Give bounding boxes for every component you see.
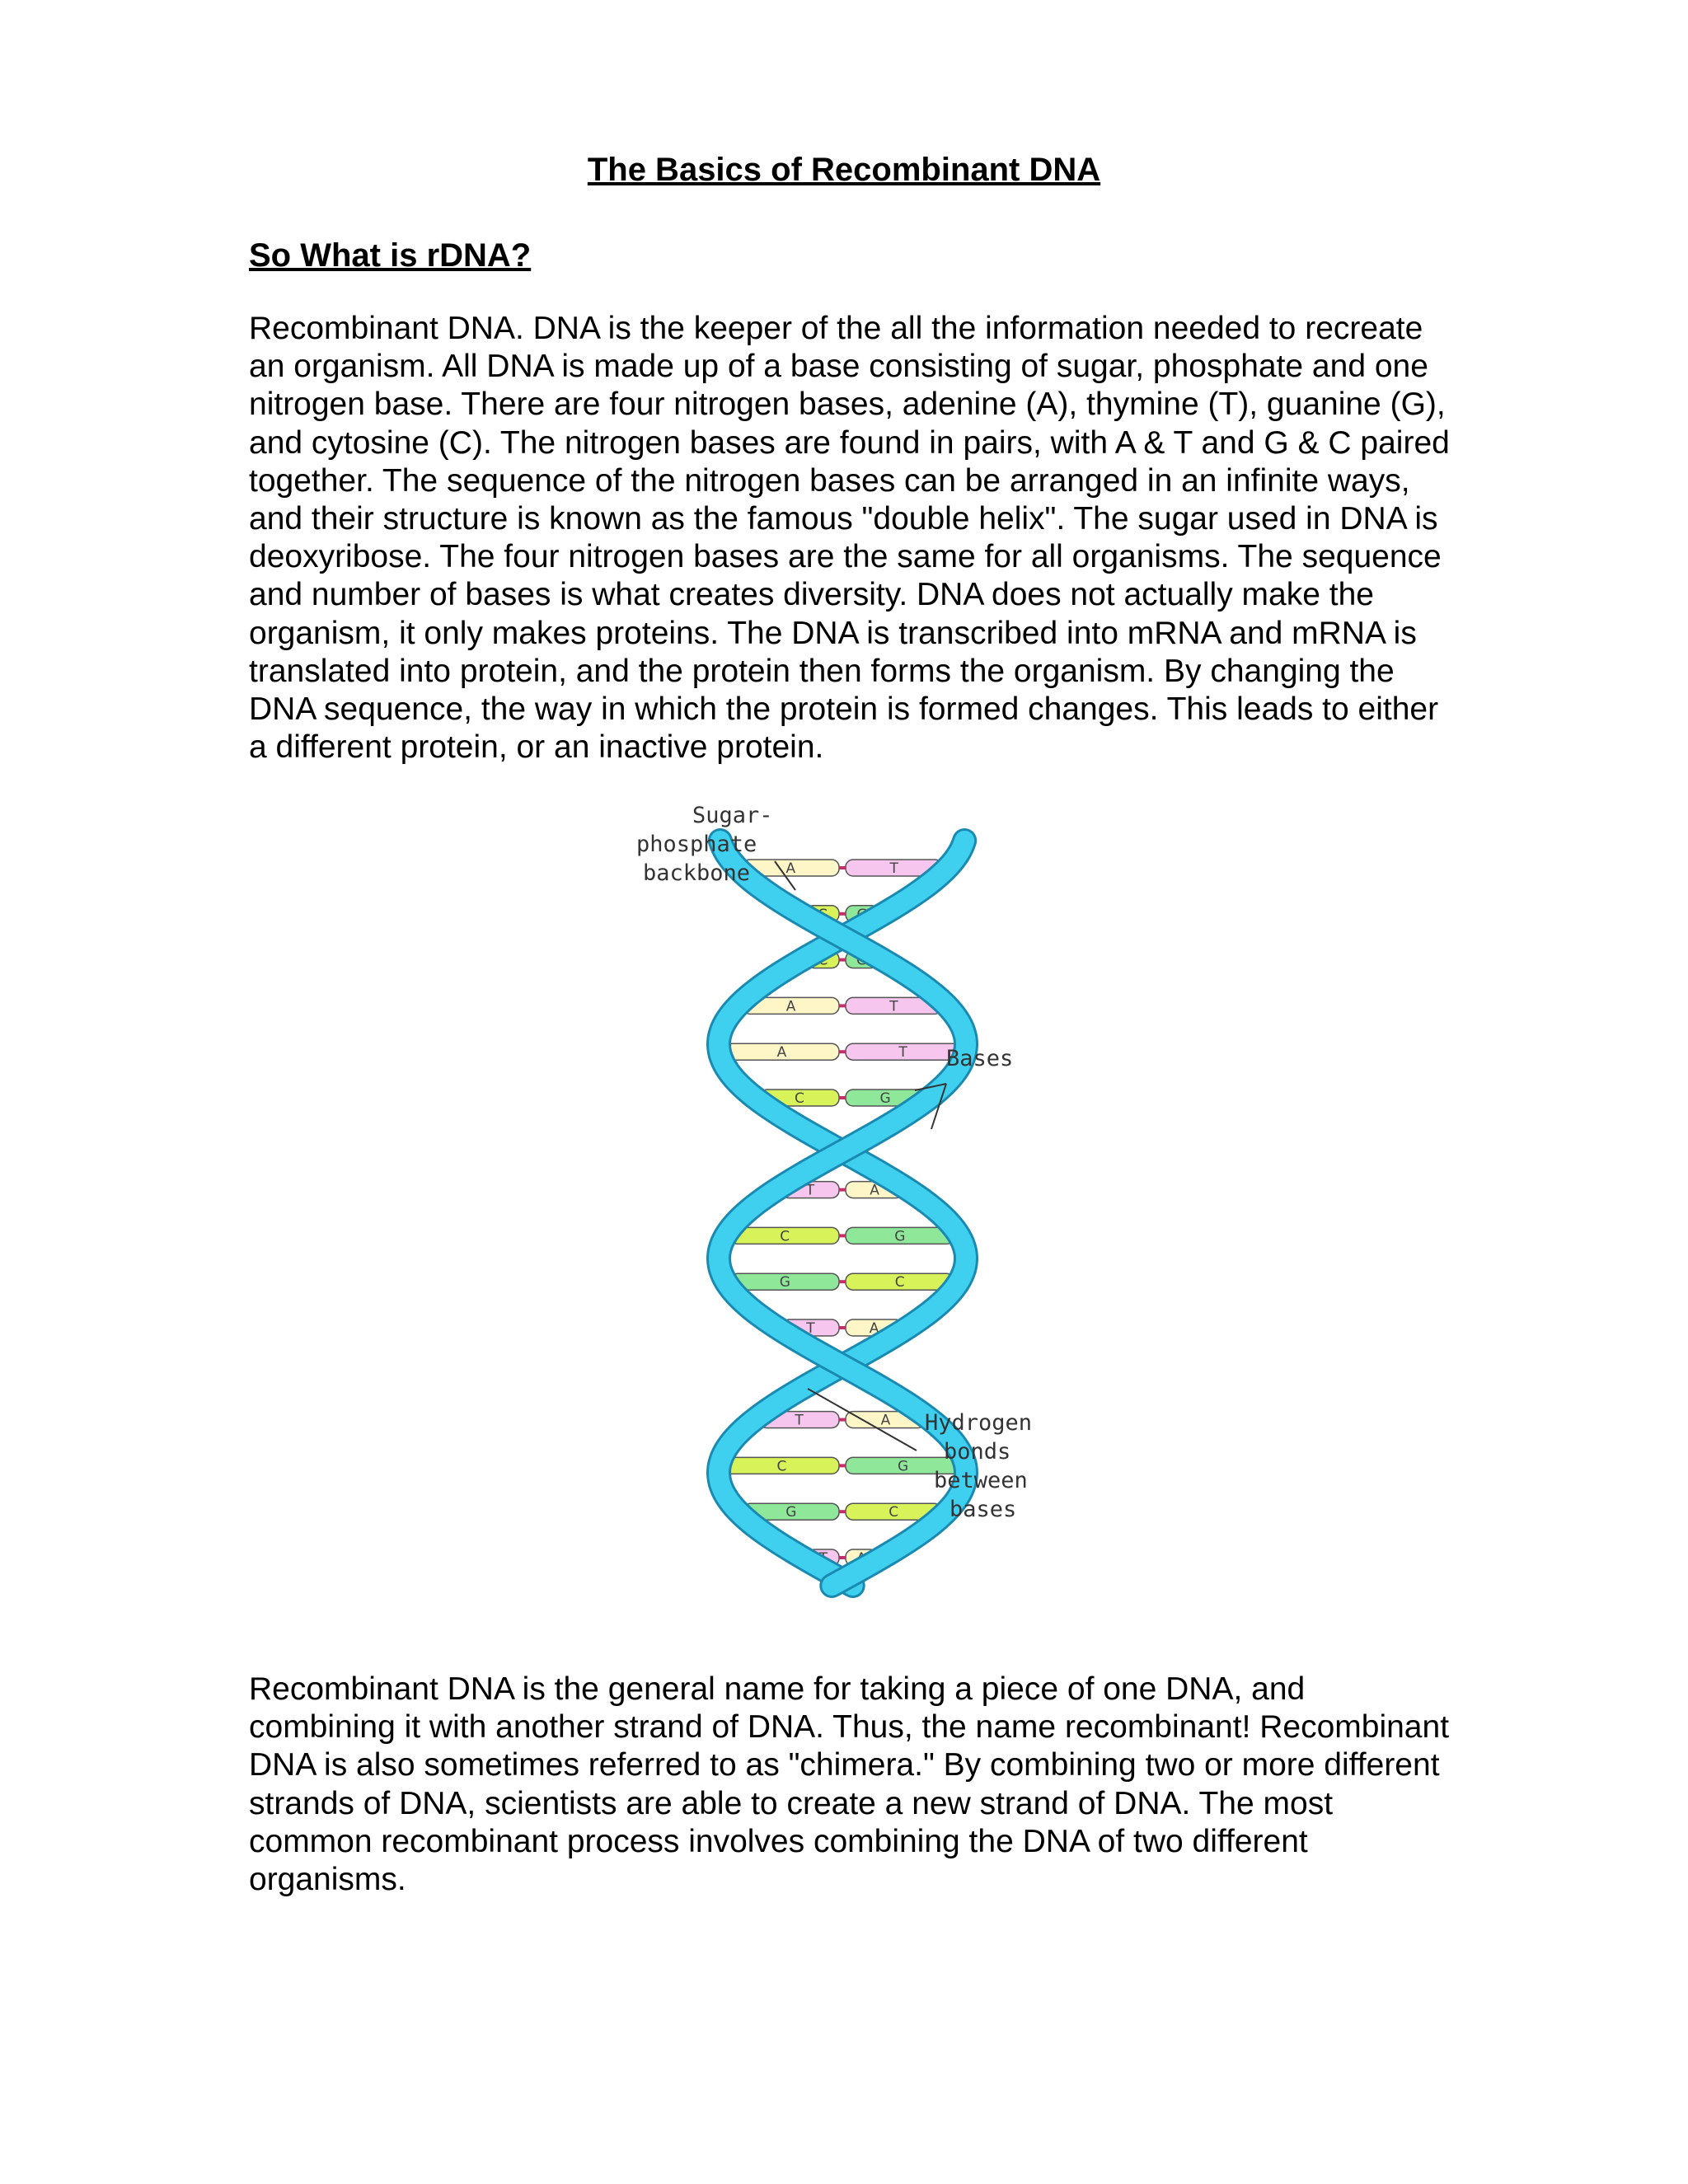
paragraph-recombinant-definition: Recombinant DNA is the general name for taking a piece of one DNA, and combining it with another strand of DNA. Thus, the name recombinant! Recombinant DNA is also sometimes referred to as "chimera." By combining two or more different strands of DNA, scientists are able to create a new strand of DNA. The most common recombinant process involves combining the DNA of two different organisms. [249, 1671, 1450, 1898]
base-letter: A [785, 998, 796, 1015]
base-letter: C [843, 1136, 854, 1153]
base-pair [759, 1412, 926, 1429]
base-letter: C [817, 906, 828, 923]
base-letter: C [795, 1090, 804, 1107]
label-backbone-1: Sugar- [692, 803, 773, 828]
base-letter: G [831, 1136, 842, 1153]
base-letter: T [889, 860, 898, 877]
base-letter: T [889, 998, 898, 1015]
base-letter: T [806, 1320, 815, 1337]
base-letter: A [785, 860, 796, 877]
base-pair [730, 1227, 954, 1244]
base-letter: G [779, 1274, 790, 1291]
base-letter: A [870, 1182, 879, 1199]
label-hbonds-3: between [934, 1468, 1028, 1493]
base-letter: T [795, 1412, 804, 1429]
section-heading: So What is rDNA? [249, 237, 532, 274]
base-pair [731, 1273, 954, 1291]
base-letter: T [805, 1182, 815, 1199]
dna-double-helix-figure [577, 795, 1104, 1611]
base-letter: G [898, 1458, 909, 1475]
base-letter: T [832, 1366, 841, 1383]
base-letter: T [898, 1044, 907, 1062]
base-letter: G [894, 1228, 906, 1245]
base-letter: C [776, 1458, 787, 1475]
dna-double-helix-diagram [577, 795, 1104, 1611]
base-letter: A [869, 1320, 879, 1337]
base-letter: A [844, 1366, 854, 1383]
label-hbonds-4: bases [950, 1497, 1017, 1522]
paragraph-dna-basics: Recombinant DNA. DNA is the keeper of the all the information needed to recreate an organism. All DNA is made up of a base consisting of sugar, phosphate and one nitrogen base. There are four nitrogen bases, adenine (A), thymine (T), guanine (G), and cytosine (C). The nitrogen bases are found in pairs, with A & T and G & C paired together. The sequence of the nitrogen bases can be arranged in an infinite ways, and their structure is known as the famous "double helix". The sugar used in DNA is deoxyribose. The four nitrogen bases are the same for all organisms. The sequence and number of bases is what creates diversity. DNA does not actually make the organism, it only makes proteins. The DNA is transcribed into mRNA and mRNA is translated into protein, and the protein then forms the organism. By changing the DNA sequence, the way in which the protein is formed changes. This leads to either a different protein, or an inactive protein. [249, 311, 1450, 766]
base-pair [724, 1457, 960, 1474]
base-pair [724, 1043, 960, 1061]
label-backbone-3: backbone [643, 860, 751, 886]
label-bases: Bases [946, 1046, 1014, 1071]
base-letter: G [856, 906, 868, 923]
base-letter: A [776, 1044, 787, 1062]
base-pair [743, 860, 943, 877]
label-hbonds-2: bonds [944, 1439, 1011, 1465]
base-letter: A [880, 1412, 891, 1429]
base-letter: G [785, 1504, 797, 1521]
base-letter: C [889, 1504, 899, 1521]
label-hbonds-1: Hydrogen [925, 1410, 1033, 1436]
base-pair [743, 1503, 942, 1521]
label-backbone-2: phosphate [636, 832, 757, 857]
base-letter: C [780, 1228, 790, 1245]
base-letter: C [818, 952, 828, 969]
base-letter: T [818, 1550, 828, 1567]
base-letter: A [856, 1550, 866, 1567]
base-letter: G [879, 1090, 891, 1107]
base-letter: G [856, 952, 868, 969]
base-pair [743, 997, 942, 1015]
base-letter: C [894, 1274, 905, 1291]
document-title: The Basics of Recombinant DNA [587, 152, 1101, 188]
